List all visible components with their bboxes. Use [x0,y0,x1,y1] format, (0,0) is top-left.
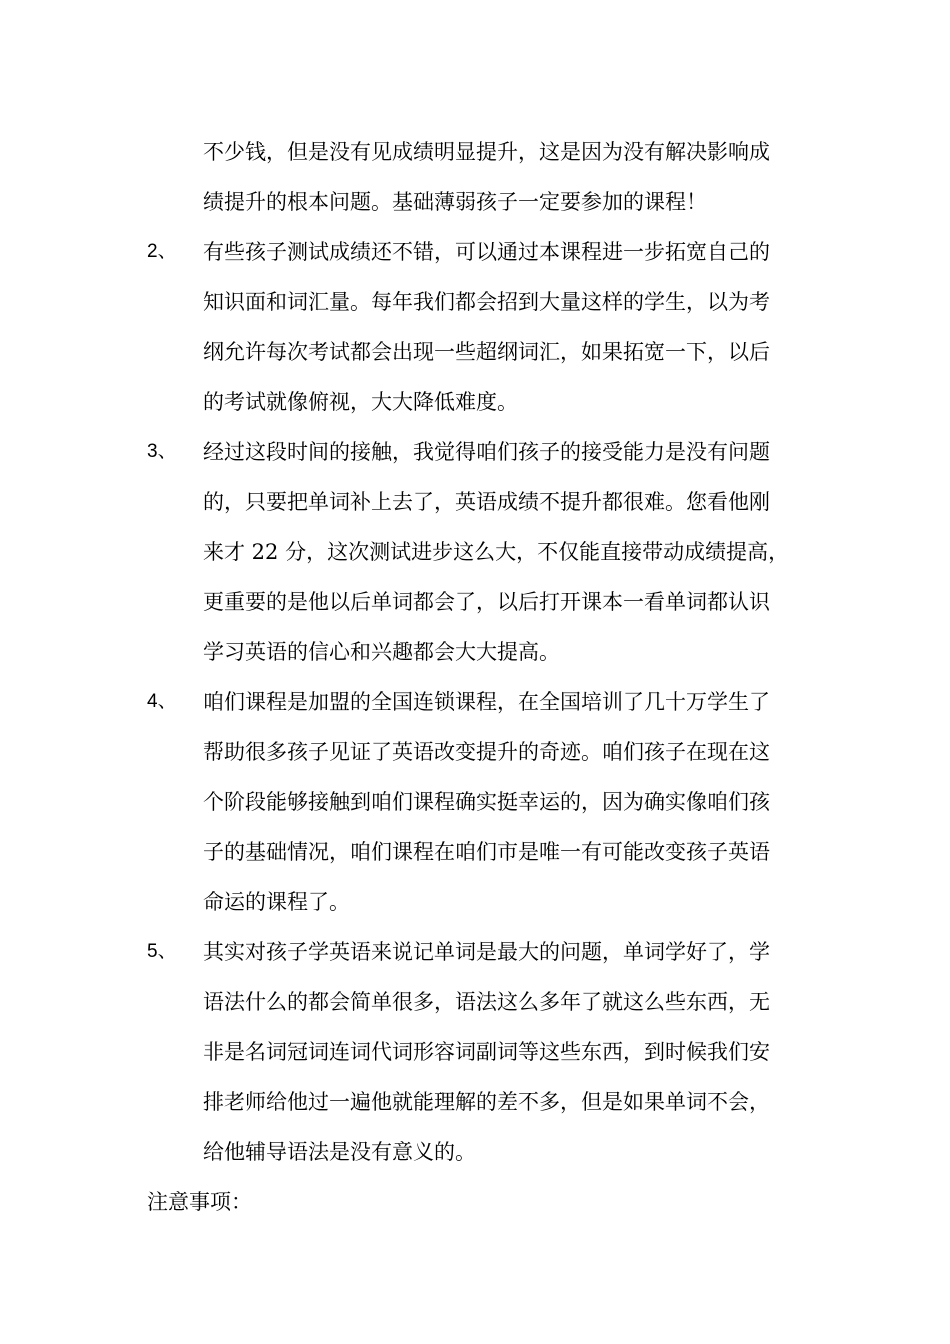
item-5-line-1: 其实对孩子学英语来说记单词是最大的问题，单词学好了，学 [203,940,770,964]
item-5-line-5: 给他辅导语法是没有意义的。 [203,1140,476,1164]
notes-heading: 注意事项： [147,1190,252,1214]
item-5-number: 5、 [147,941,177,962]
item-4-number: 4、 [147,691,177,712]
item-5-line-2: 语法什么的都会简单很多，语法这么多年了就这么些东西，无 [203,990,770,1014]
item-3-line-2: 的，只要把单词补上去了，英语成绩不提升都很难。您看他刚 [203,490,770,514]
item-3-line-5: 学习英语的信心和兴趣都会大大提高。 [203,640,560,664]
item-5-line-3: 非是名词冠词连词代词形容词副词等这些东西，到时候我们安 [203,1040,770,1064]
item-4-line-1: 咱们课程是加盟的全国连锁课程，在全国培训了几十万学生了 [203,690,770,714]
item-2-number: 2、 [147,241,177,262]
item-4-line-2: 帮助很多孩子见证了英语改变提升的奇迹。咱们孩子在现在这 [203,740,770,764]
item-2-line-2: 知识面和词汇量。每年我们都会招到大量这样的学生，以为考 [203,290,770,314]
continuation-line-2: 绩提升的根本问题。基础薄弱孩子一定要参加的课程！ [203,190,707,214]
item-5-line-4: 排老师给他过一遍他就能理解的差不多，但是如果单词不会， [203,1090,770,1114]
continuation-line-1: 不少钱，但是没有见成绩明显提升，这是因为没有解决影响成 [203,140,770,164]
item-2-line-1: 有些孩子测试成绩还不错，可以通过本课程进一步拓宽自己的 [203,240,770,264]
item-3-line-3: 来才 22 分，这次测试进步这么大，不仅能直接带动成绩提高， [203,540,790,564]
item-3-line-4: 更重要的是他以后单词都会了，以后打开课本一看单词都认识 [203,590,770,614]
item-2-line-4: 的考试就像俯视，大大降低难度。 [203,390,518,414]
item-2-line-3: 纲允许每次考试都会出现一些超纲词汇，如果拓宽一下，以后 [203,340,770,364]
item-4-line-5: 命运的课程了。 [203,890,350,914]
item-3-number: 3、 [147,441,177,462]
item-4-line-4: 子的基础情况，咱们课程在咱们市是唯一有可能改变孩子英语 [203,840,770,864]
item-4-line-3: 个阶段能够接触到咱们课程确实挺幸运的，因为确实像咱们孩 [203,790,770,814]
item-3-line-1: 经过这段时间的接触，我觉得咱们孩子的接受能力是没有问题 [203,440,770,464]
